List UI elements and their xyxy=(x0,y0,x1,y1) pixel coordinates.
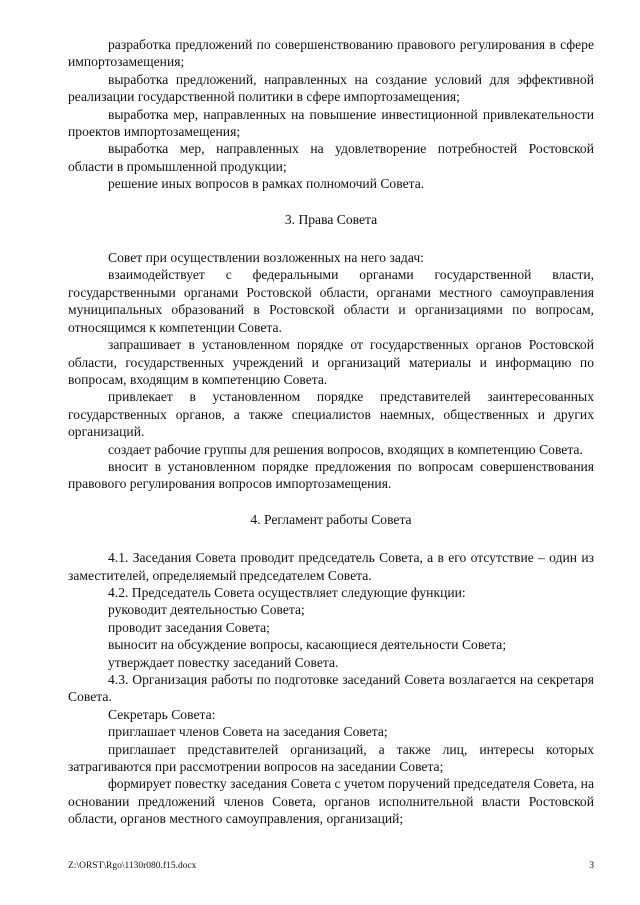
secretary-label: Секретарь Совета: xyxy=(108,706,216,722)
list-item: разработка предложений по совершенствованию правового регулирования в сфере импортозамещения; xyxy=(68,37,594,70)
list-item: приглашает членов Совета на заседания Совета; xyxy=(108,724,388,740)
list-item: привлекает в установленном порядке представителей заинтересованных государственных органов, а также специалистов наемных, общественных и других организаций. xyxy=(68,389,594,440)
list-item: выработка мер, направленных на повышение инвестиционной привлекательности проектов импортозамещения; xyxy=(68,106,594,140)
section-intro: Совет при осуществлении возложенных на него задач: xyxy=(108,250,424,266)
list-item: выработка мер, направленных на удовлетворение потребностей Ростовской области в промышленной продукции; xyxy=(68,141,594,174)
list-item: решение иных вопросов в рамках полномочий Совета. xyxy=(108,176,425,192)
page-footer xyxy=(68,860,594,872)
list-item: создает рабочие группы для решения вопросов, входящих в компетенцию Совета. xyxy=(108,441,583,457)
list-item: приглашает представителей организаций, а также лиц, интересы которых затрагиваются при рассмотрении вопросов на заседании Совета; xyxy=(68,741,594,775)
list-item: руководит деятельностью Совета; xyxy=(108,602,305,618)
list-item: выносит на обсуждение вопросы, касающиеся деятельности Совета; xyxy=(108,637,507,653)
paragraph-4-2: 4.2. Председатель Совета осуществляет следующие функции: xyxy=(108,584,466,600)
list-item: взаимодействует с федеральными органами государственной власти, государственными органами Ростовской области, органами местного самоуправления муниципальных образований в Ростовской области и организациями по вопросам, относящимся к компетенции Совета. xyxy=(68,267,594,335)
paragraph-4-1: 4.1. Заседания Совета проводит председатель Совета, а в его отсутствие – один из заместителей, определяемый председателем Совета. xyxy=(68,550,594,583)
list-item: запрашивает в установленном порядке от государственных органов Ростовской области, государственных учреждений и организаций материалы и информацию по вопросам, входящим в компетенцию Совета. xyxy=(68,337,594,387)
list-item: вносит в установленном порядке предложения по вопросам совершенствования правового регулирования вопросов импортозамещения. xyxy=(68,458,594,492)
section-heading-regulations: 4. Регламент работы Совета xyxy=(250,511,412,527)
list-item: формирует повестку заседания Совета с учетом поручений председателя Совета, на основании предложений членов Совета, органов исполнительной власти Ростовской области, органов местного самоуправления, организаций; xyxy=(68,776,594,827)
document-body xyxy=(68,36,594,828)
file-path: Z:\ORST\Rgo\1130r080.f15.docx xyxy=(68,861,197,871)
paragraph-4-3: 4.3. Организация работы по подготовке заседаний Совета возлагается на секретаря Совета. xyxy=(68,672,594,705)
list-item: утверждает повестку заседаний Совета. xyxy=(108,654,339,670)
list-item: выработка предложений, направленных на создание условий для эффективной реализации государственной политики в сфере импортозамещения; xyxy=(68,71,594,105)
list-item: проводит заседания Совета; xyxy=(108,619,270,635)
section-heading-rights: 3. Права Совета xyxy=(284,211,378,227)
page-number: 3 xyxy=(589,861,594,871)
